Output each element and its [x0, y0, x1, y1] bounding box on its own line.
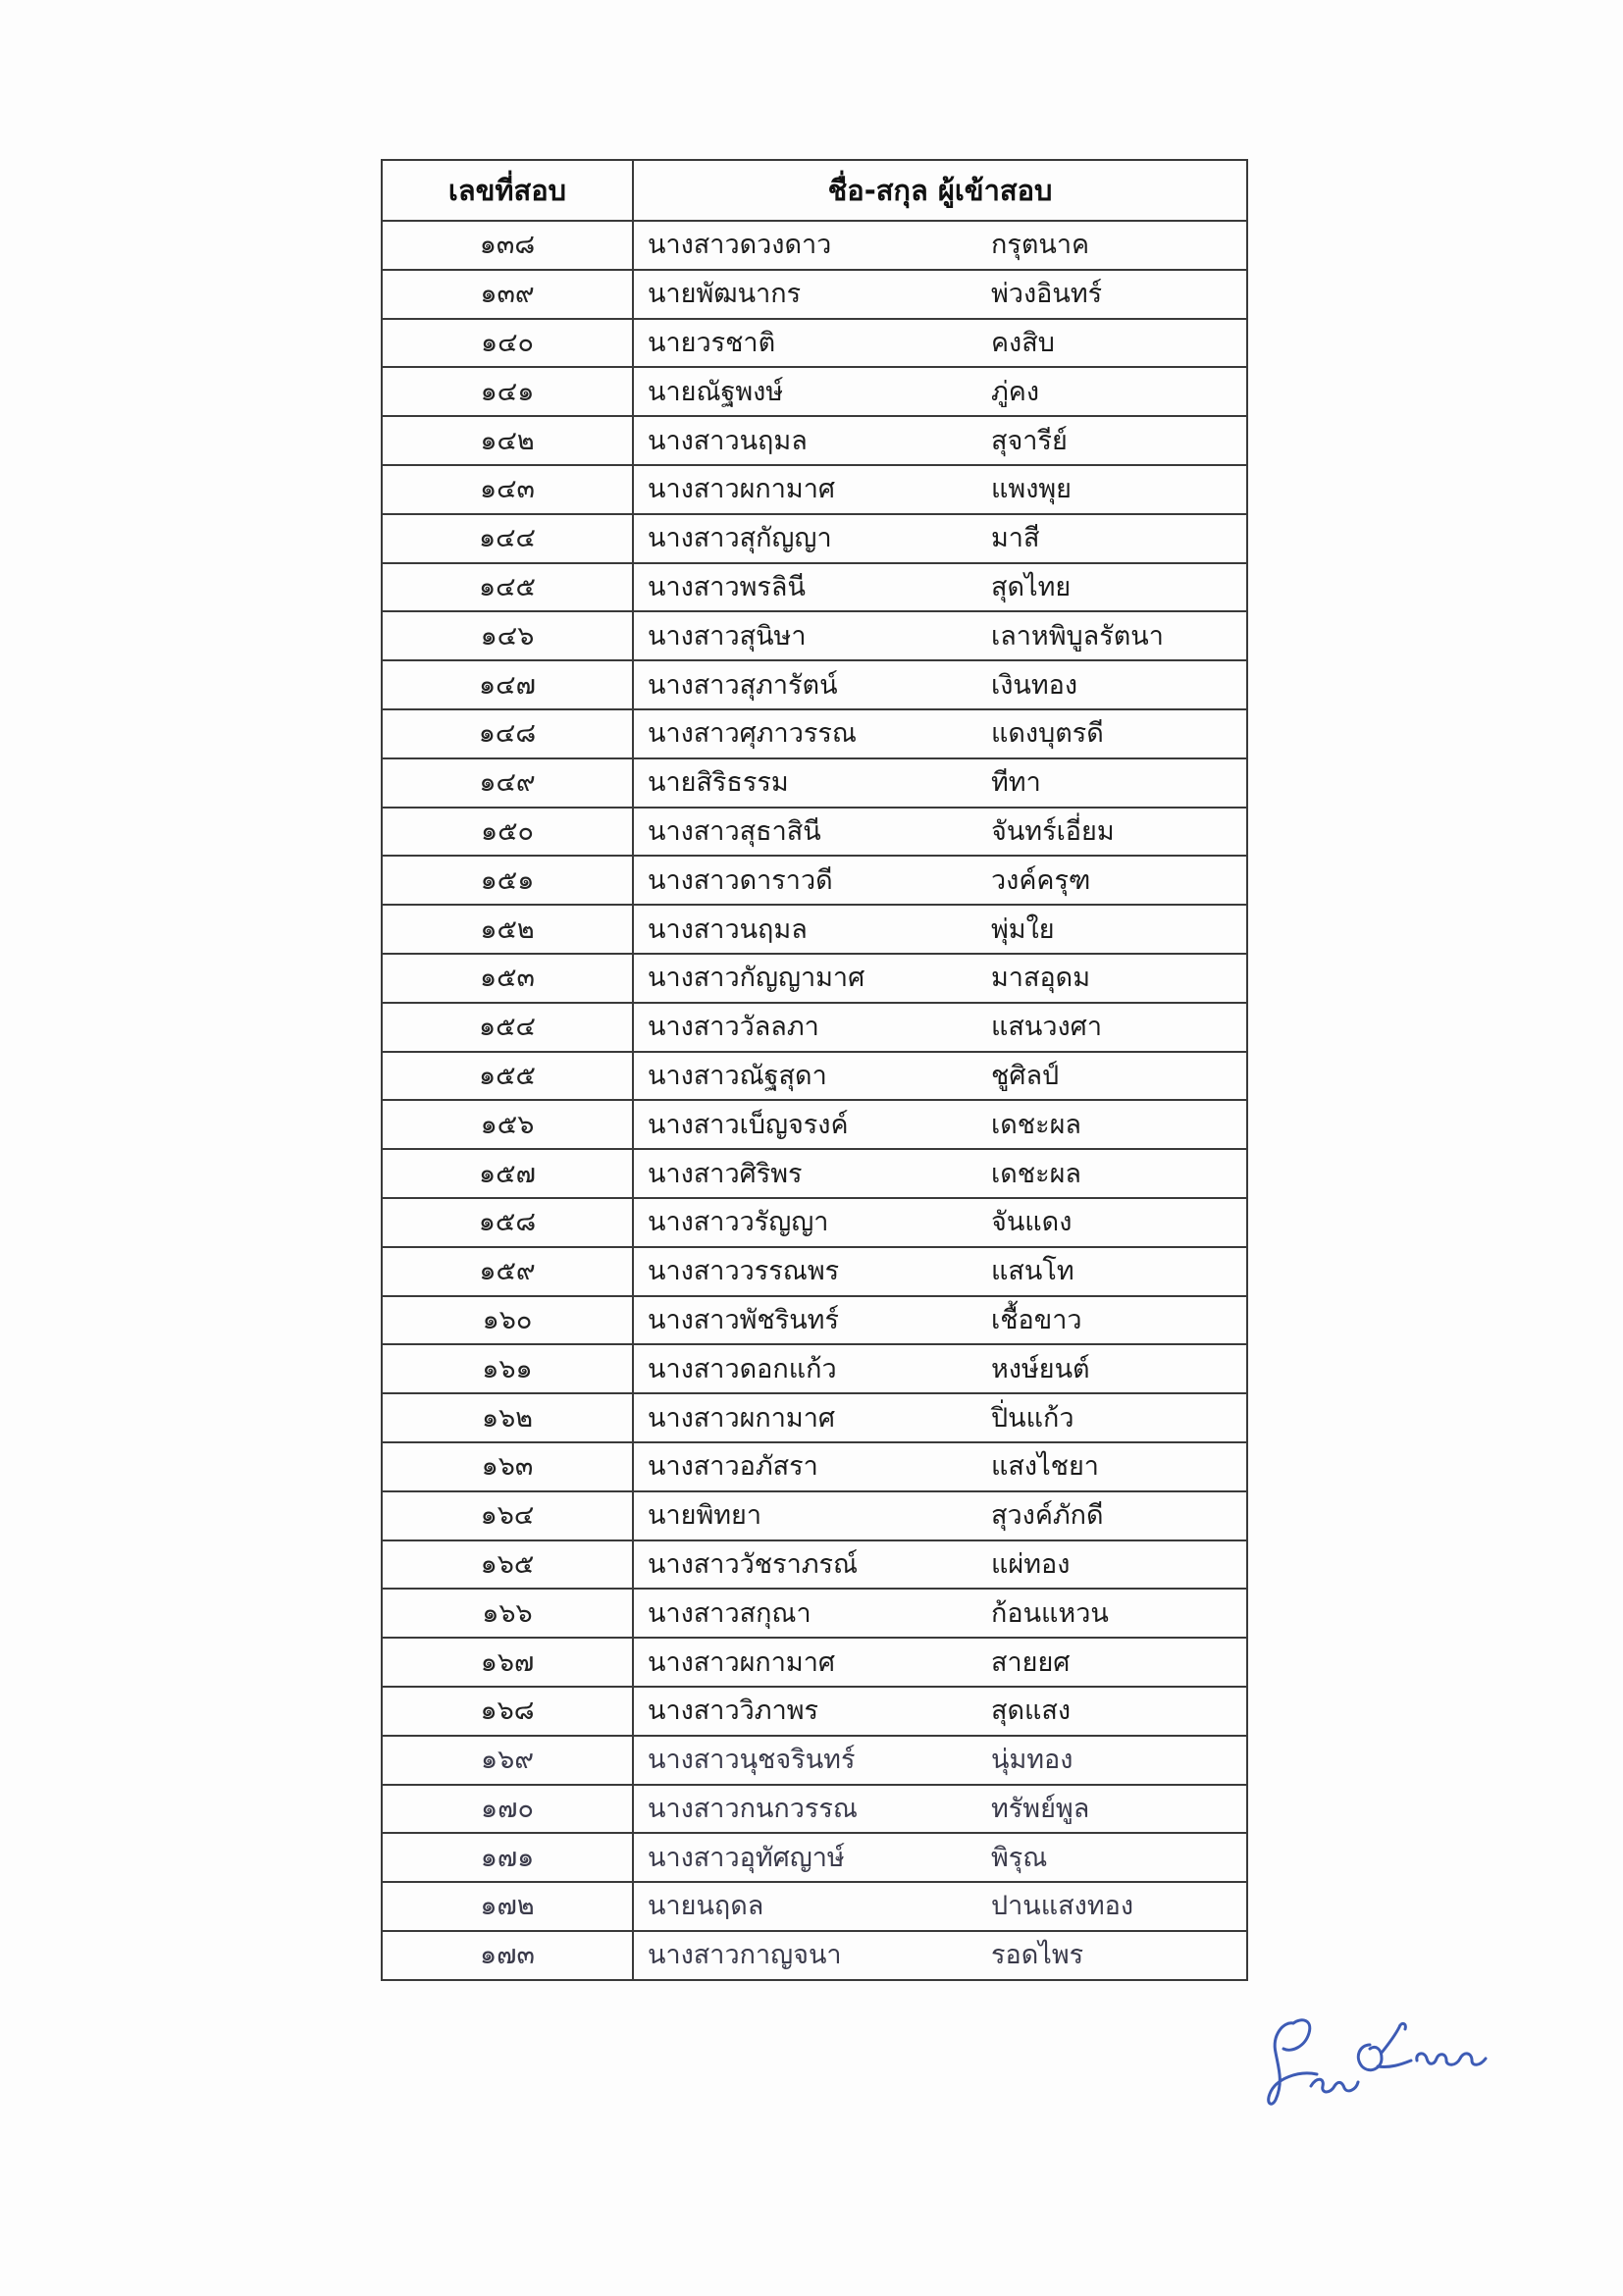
first-name: นางสาววัชราภรณ์: [648, 1548, 859, 1580]
examinee-name-cell: [633, 1882, 1247, 1931]
exam-number-cell: ๑๖๘: [382, 1687, 633, 1736]
first-name: นางสาวเบ็ญจรงค์: [648, 1109, 849, 1140]
examinee-name-cell: [633, 1149, 1247, 1198]
exam-number-cell: ๑๗๑: [382, 1833, 633, 1882]
first-name: นายนฤดล: [648, 1891, 764, 1922]
table-row: [382, 1491, 1247, 1540]
examinee-name-cell: [633, 1491, 1247, 1540]
table-row: [382, 954, 1247, 1003]
name-wrapper: [634, 1688, 1246, 1735]
table-row: [382, 270, 1247, 319]
examinee-name-cell: [633, 1198, 1247, 1247]
table-row: [382, 660, 1247, 709]
first-name: นายพิทยา: [648, 1500, 762, 1532]
exam-number-cell: ๑๔๕: [382, 563, 633, 612]
first-name: นางสาวนฤมล: [648, 913, 808, 945]
examinee-name-cell: [633, 1736, 1247, 1785]
first-name: นางสาววิภาพร: [648, 1696, 819, 1727]
examinee-name-cell: [633, 1785, 1247, 1834]
exam-number-cell: ๑๓๘: [382, 221, 633, 270]
table-row: [382, 1442, 1247, 1491]
last-name: มาสอุดม: [991, 963, 1090, 994]
examinee-name-cell: [633, 1687, 1247, 1736]
last-name: ปิ่นแก้ว: [991, 1402, 1074, 1434]
examinee-name-cell: [633, 1442, 1247, 1491]
last-name: แสนวงศา: [991, 1012, 1102, 1043]
name-wrapper: [634, 1541, 1246, 1589]
last-name: สุจารีย์: [991, 425, 1068, 456]
last-name: แสนโท: [991, 1256, 1074, 1287]
exam-number-cell: ๑๗๒: [382, 1882, 633, 1931]
first-name: นางสาวนุชจรินทร์: [648, 1745, 856, 1776]
examinee-name-cell: [633, 1833, 1247, 1882]
table-row: [382, 1687, 1247, 1736]
first-name: นางสาวพัชรินทร์: [648, 1304, 839, 1335]
last-name: กรุตนาค: [991, 230, 1090, 261]
last-name: พุ่มใย: [991, 913, 1055, 945]
first-name: นางสาววัลลภา: [648, 1012, 819, 1043]
last-name: จันทร์เอี่ยม: [991, 815, 1115, 847]
last-name: เดชะผล: [991, 1158, 1081, 1189]
examinee-name-cell: [633, 856, 1247, 905]
examinee-table: [381, 159, 1248, 1981]
name-wrapper: [634, 1834, 1246, 1881]
examinee-name-cell: [633, 1638, 1247, 1687]
examinee-name-cell: [633, 367, 1247, 416]
last-name: แพงพุย: [991, 474, 1073, 505]
table-row: [382, 709, 1247, 758]
exam-number-cell: ๑๕๙: [382, 1247, 633, 1296]
name-wrapper: [634, 1492, 1246, 1539]
name-wrapper: [634, 222, 1246, 269]
name-wrapper: [634, 466, 1246, 513]
first-name: นางสาวสกุณา: [648, 1597, 812, 1629]
first-name: นางสาววรัญญา: [648, 1207, 829, 1238]
last-name: วงค์ครุฑ: [991, 864, 1091, 896]
exam-number-cell: ๑๖๔: [382, 1491, 633, 1540]
examinee-name-cell: [633, 1931, 1247, 1980]
table-row: [382, 1931, 1247, 1980]
last-name: แผ่ทอง: [991, 1548, 1071, 1580]
name-wrapper: [634, 1590, 1246, 1637]
first-name: นางสาวณัฐสุดา: [648, 1060, 827, 1091]
name-wrapper: [634, 1883, 1246, 1930]
first-name: นางสาวอภัสรา: [648, 1451, 818, 1483]
name-wrapper: [634, 1786, 1246, 1833]
exam-number-cell: ๑๗๓: [382, 1931, 633, 1980]
table-header: [382, 160, 1247, 221]
table-row: [382, 1882, 1247, 1931]
first-name: นางสาวผกามาศ: [648, 474, 836, 505]
exam-number-cell: ๑๔๓: [382, 465, 633, 514]
name-wrapper: [634, 1443, 1246, 1490]
first-name: นางสาวสุภารัตน์: [648, 669, 838, 701]
table-row: [382, 1638, 1247, 1687]
name-wrapper: [634, 759, 1246, 807]
examinee-name-cell: [633, 465, 1247, 514]
table-row: [382, 1100, 1247, 1149]
exam-number-cell: ๑๕๔: [382, 1003, 633, 1052]
examinee-name-cell: [633, 954, 1247, 1003]
exam-number-cell: ๑๕๘: [382, 1198, 633, 1247]
last-name: สุดแสง: [991, 1696, 1072, 1727]
examinee-name-cell: [633, 563, 1247, 612]
exam-number-cell: ๑๗๐: [382, 1785, 633, 1834]
examinee-name-cell: [633, 1589, 1247, 1638]
name-wrapper: [634, 661, 1246, 708]
last-name: ก้อนแหวน: [991, 1597, 1109, 1629]
first-name: นางสาวกาญจนา: [648, 1940, 842, 1971]
table-row: [382, 416, 1247, 465]
last-name: สุวงค์ภักดี: [991, 1500, 1104, 1532]
last-name: ชูศิลป์: [991, 1060, 1060, 1091]
exam-number-cell: ๑๔๒: [382, 416, 633, 465]
exam-number-cell: ๑๖๙: [382, 1736, 633, 1785]
first-name: นางสาวกนกวรรณ: [648, 1793, 858, 1824]
table-row: [382, 1785, 1247, 1834]
table-row: [382, 319, 1247, 368]
examinee-name-cell: [633, 1344, 1247, 1393]
last-name: เงินทอง: [991, 669, 1078, 701]
name-wrapper: [634, 1199, 1246, 1246]
examinee-name-cell: [633, 611, 1247, 660]
exam-number-cell: ๑๔๑: [382, 367, 633, 416]
examinee-name-cell: [633, 1100, 1247, 1149]
table-row: [382, 465, 1247, 514]
first-name: นางสาวดาราวดี: [648, 864, 833, 896]
first-name: นางสาววรรณพร: [648, 1256, 840, 1287]
last-name: แสงไชยา: [991, 1451, 1099, 1483]
last-name: นุ่มทอง: [991, 1745, 1073, 1776]
table-row: [382, 1052, 1247, 1101]
exam-number-cell: ๑๖๗: [382, 1638, 633, 1687]
table-row: [382, 563, 1247, 612]
exam-number-cell: ๑๕๕: [382, 1052, 633, 1101]
last-name: มาสี: [991, 523, 1040, 554]
header-examinee-name: ชื่อ-สกุล ผู้เข้าสอบ: [633, 160, 1247, 221]
name-wrapper: [634, 1248, 1246, 1295]
table-row: [382, 1589, 1247, 1638]
name-wrapper: [634, 809, 1246, 856]
table-row: [382, 1736, 1247, 1785]
table-row: [382, 1296, 1247, 1345]
exam-number-cell: ๑๕๐: [382, 808, 633, 857]
name-wrapper: [634, 1053, 1246, 1100]
name-wrapper: [634, 1101, 1246, 1148]
examinee-name-cell: [633, 514, 1247, 563]
table-row: [382, 1247, 1247, 1296]
exam-number-cell: ๑๕๗: [382, 1149, 633, 1198]
name-wrapper: [634, 1394, 1246, 1441]
table-row: [382, 611, 1247, 660]
exam-number-cell: ๑๕๖: [382, 1100, 633, 1149]
examinee-name-cell: [633, 1052, 1247, 1101]
table-row: [382, 1198, 1247, 1247]
table-row: [382, 905, 1247, 954]
exam-number-cell: ๑๔๐: [382, 319, 633, 368]
exam-number-cell: ๑๖๐: [382, 1296, 633, 1345]
header-row: [382, 160, 1247, 221]
exam-number-cell: ๑๔๔: [382, 514, 633, 563]
table-row: [382, 367, 1247, 416]
name-wrapper: [634, 710, 1246, 757]
table-body: [382, 221, 1247, 1980]
examinee-name-cell: [633, 709, 1247, 758]
last-name: เลาหพิบูลรัตนา: [991, 620, 1164, 652]
last-name: เดชะผล: [991, 1109, 1081, 1140]
exam-number-cell: ๑๖๓: [382, 1442, 633, 1491]
table-row: [382, 1003, 1247, 1052]
first-name: นายพัฒนากร: [648, 279, 802, 310]
examinee-name-cell: [633, 1393, 1247, 1442]
first-name: นางสาวอุทัศญาษ์: [648, 1842, 845, 1873]
examinee-name-cell: [633, 808, 1247, 857]
exam-number-cell: ๑๖๖: [382, 1589, 633, 1638]
name-wrapper: [634, 564, 1246, 611]
examinee-name-cell: [633, 1247, 1247, 1296]
exam-number-cell: ๑๖๕: [382, 1540, 633, 1590]
exam-number-cell: ๑๖๒: [382, 1393, 633, 1442]
name-wrapper: [634, 320, 1246, 367]
examinee-name-cell: [633, 1540, 1247, 1590]
first-name: นายสิริธรรม: [648, 767, 789, 799]
name-wrapper: [634, 515, 1246, 562]
first-name: นางสาวกัญญามาศ: [648, 963, 865, 994]
name-wrapper: [634, 1639, 1246, 1686]
examinee-name-cell: [633, 319, 1247, 368]
exam-number-cell: ๑๕๑: [382, 856, 633, 905]
last-name: ภู่คง: [991, 376, 1040, 407]
first-name: นายวรชาติ: [648, 327, 776, 358]
last-name: สายยศ: [991, 1646, 1071, 1678]
exam-number-cell: ๑๕๓: [382, 954, 633, 1003]
table-row: [382, 1540, 1247, 1590]
handwritten-signature: [1254, 1984, 1519, 2121]
examinee-name-cell: [633, 270, 1247, 319]
last-name: เชื้อขาว: [991, 1304, 1082, 1335]
name-wrapper: [634, 1737, 1246, 1784]
last-name: ปานแสงทอง: [991, 1891, 1134, 1922]
name-wrapper: [634, 271, 1246, 318]
first-name: นางสาวดวงดาว: [648, 230, 832, 261]
first-name: นางสาวนฤมล: [648, 425, 808, 456]
name-wrapper: [634, 1004, 1246, 1051]
exam-number-cell: ๑๖๑: [382, 1344, 633, 1393]
table-row: [382, 514, 1247, 563]
first-name: นางสาวผกามาศ: [648, 1402, 836, 1434]
name-wrapper: [634, 612, 1246, 659]
first-name: นางสาวสุนิษา: [648, 620, 807, 652]
exam-number-cell: ๑๔๘: [382, 709, 633, 758]
first-name: นางสาวดอกแก้ว: [648, 1353, 837, 1384]
table-row: [382, 758, 1247, 808]
name-wrapper: [634, 857, 1246, 904]
last-name: หงษ์ยนต์: [991, 1353, 1090, 1384]
name-wrapper: [634, 1932, 1246, 1979]
table-row: [382, 1393, 1247, 1442]
last-name: จันแดง: [991, 1207, 1073, 1238]
name-wrapper: [634, 955, 1246, 1002]
last-name: สุดไทย: [991, 571, 1072, 602]
examinee-name-cell: [633, 221, 1247, 270]
exam-number-cell: ๑๔๗: [382, 660, 633, 709]
header-exam-number: เลขที่สอบ: [382, 160, 633, 221]
examinee-name-cell: [633, 1296, 1247, 1345]
table-row: [382, 1344, 1247, 1393]
table-row: [382, 808, 1247, 857]
first-name: นางสาวสุธาสินี: [648, 815, 821, 847]
exam-number-cell: ๑๔๙: [382, 758, 633, 808]
name-wrapper: [634, 1345, 1246, 1392]
last-name: ทีทา: [991, 767, 1041, 799]
first-name: นางสาวผกามาศ: [648, 1646, 836, 1678]
examinee-name-cell: [633, 416, 1247, 465]
table-row: [382, 221, 1247, 270]
table-row: [382, 1833, 1247, 1882]
last-name: แดงบุตรดี: [991, 718, 1104, 750]
examinee-name-cell: [633, 660, 1247, 709]
examinee-name-cell: [633, 1003, 1247, 1052]
name-wrapper: [634, 1150, 1246, 1197]
table-row: [382, 1149, 1247, 1198]
last-name: พ่วงอินทร์: [991, 279, 1103, 310]
first-name: นางสาวศุภาวรรณ: [648, 718, 857, 750]
exam-number-cell: ๑๕๒: [382, 905, 633, 954]
name-wrapper: [634, 906, 1246, 953]
table-row: [382, 856, 1247, 905]
exam-number-cell: ๑๓๙: [382, 270, 633, 319]
name-wrapper: [634, 417, 1246, 464]
last-name: คงสิบ: [991, 327, 1055, 358]
last-name: ทรัพย์พูล: [991, 1793, 1090, 1824]
examinee-name-cell: [633, 905, 1247, 954]
first-name: นายณัฐพงษ์: [648, 376, 784, 407]
name-wrapper: [634, 1297, 1246, 1344]
last-name: พิรุณ: [991, 1842, 1048, 1873]
exam-number-cell: ๑๔๖: [382, 611, 633, 660]
examinee-name-cell: [633, 758, 1247, 808]
last-name: รอดไพร: [991, 1940, 1084, 1971]
first-name: นางสาวพรลินี: [648, 571, 806, 602]
first-name: นางสาวสุกัญญา: [648, 523, 832, 554]
name-wrapper: [634, 368, 1246, 415]
first-name: นางสาวศิริพร: [648, 1158, 803, 1189]
